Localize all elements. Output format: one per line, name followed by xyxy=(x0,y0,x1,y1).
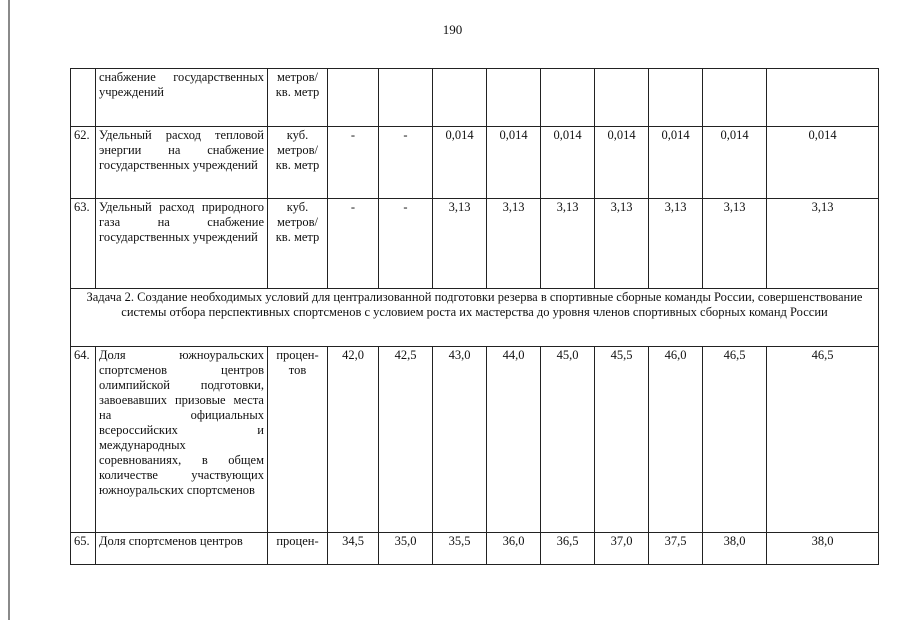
row-number: 64. xyxy=(71,347,96,533)
value-cell: 0,014 xyxy=(487,127,541,199)
value-cell: 38,0 xyxy=(767,533,879,565)
value-cell: 0,014 xyxy=(767,127,879,199)
value-cell xyxy=(433,69,487,127)
value-cell: 3,13 xyxy=(649,199,703,289)
value-cell xyxy=(541,69,595,127)
value-cell: 0,014 xyxy=(649,127,703,199)
row-number: 62. xyxy=(71,127,96,199)
value-cell: 45,0 xyxy=(541,347,595,533)
value-cell: 34,5 xyxy=(328,533,379,565)
indicators-table xyxy=(70,68,879,565)
value-cell xyxy=(649,69,703,127)
value-cell: 45,5 xyxy=(595,347,649,533)
value-cell: 0,014 xyxy=(703,127,767,199)
value-cell: 37,0 xyxy=(595,533,649,565)
value-cell: 46,0 xyxy=(649,347,703,533)
value-cell: - xyxy=(328,199,379,289)
value-cell: 35,0 xyxy=(379,533,433,565)
row-number: 63. xyxy=(71,199,96,289)
table-row xyxy=(71,347,879,533)
value-cell xyxy=(487,69,541,127)
value-cell xyxy=(595,69,649,127)
value-cell: 46,5 xyxy=(703,347,767,533)
value-cell xyxy=(703,69,767,127)
unit-cell: процен-тов xyxy=(268,347,328,533)
unit-cell: процен- xyxy=(268,533,328,565)
value-cell: 3,13 xyxy=(487,199,541,289)
value-cell: - xyxy=(328,127,379,199)
row-number xyxy=(71,69,96,127)
task-heading: Задача 2. Создание необходимых условий для централизованной подготовки резерва в спортивные сборные команды России, совершенствование системы отбора перспективных спортсменов с условием роста их мастерства до уровня членов спортивных сборных команд России xyxy=(71,289,879,347)
value-cell: 36,0 xyxy=(487,533,541,565)
indicator-name: снабжение государственных учреждений xyxy=(96,69,268,127)
value-cell: 44,0 xyxy=(487,347,541,533)
unit-cell: куб. метров/ кв. метр xyxy=(268,199,328,289)
table-row xyxy=(71,533,879,565)
row-number: 65. xyxy=(71,533,96,565)
indicator-name: Удельный расход тепловой энергии на снабжение государственных учреждений xyxy=(96,127,268,199)
value-cell: 3,13 xyxy=(767,199,879,289)
value-cell xyxy=(379,69,433,127)
value-cell: 3,13 xyxy=(433,199,487,289)
value-cell: 42,0 xyxy=(328,347,379,533)
page-left-edge xyxy=(8,0,10,640)
table-row xyxy=(71,289,879,347)
value-cell: 38,0 xyxy=(703,533,767,565)
value-cell: 3,13 xyxy=(703,199,767,289)
value-cell: - xyxy=(379,199,433,289)
value-cell: 3,13 xyxy=(541,199,595,289)
value-cell: 43,0 xyxy=(433,347,487,533)
value-cell: 0,014 xyxy=(595,127,649,199)
page-number: 190 xyxy=(442,22,463,37)
value-cell: 35,5 xyxy=(433,533,487,565)
unit-cell: метров/ кв. метр xyxy=(268,69,328,127)
value-cell: 42,5 xyxy=(379,347,433,533)
indicator-name: Доля спортсменов центров xyxy=(96,533,268,565)
value-cell xyxy=(767,69,879,127)
value-cell: 36,5 xyxy=(541,533,595,565)
indicator-name: Удельный расход природного газа на снабжение государственных учреждений xyxy=(96,199,268,289)
table-row xyxy=(71,199,879,289)
table-row xyxy=(71,127,879,199)
unit-cell: куб. метров/ кв. метр xyxy=(268,127,328,199)
value-cell: 46,5 xyxy=(767,347,879,533)
value-cell xyxy=(328,69,379,127)
value-cell: - xyxy=(379,127,433,199)
value-cell: 3,13 xyxy=(595,199,649,289)
value-cell: 0,014 xyxy=(433,127,487,199)
indicator-name: Доля южноуральских спортсменов центров олимпийской подготовки, завоевавших призовые места на официальных всероссийских и международных соревнованиях, в общем количестве участвующих южноуральских спортсменов xyxy=(96,347,268,533)
page-bottom-margin xyxy=(0,620,905,640)
table-row xyxy=(71,69,879,127)
value-cell: 0,014 xyxy=(541,127,595,199)
value-cell: 37,5 xyxy=(649,533,703,565)
